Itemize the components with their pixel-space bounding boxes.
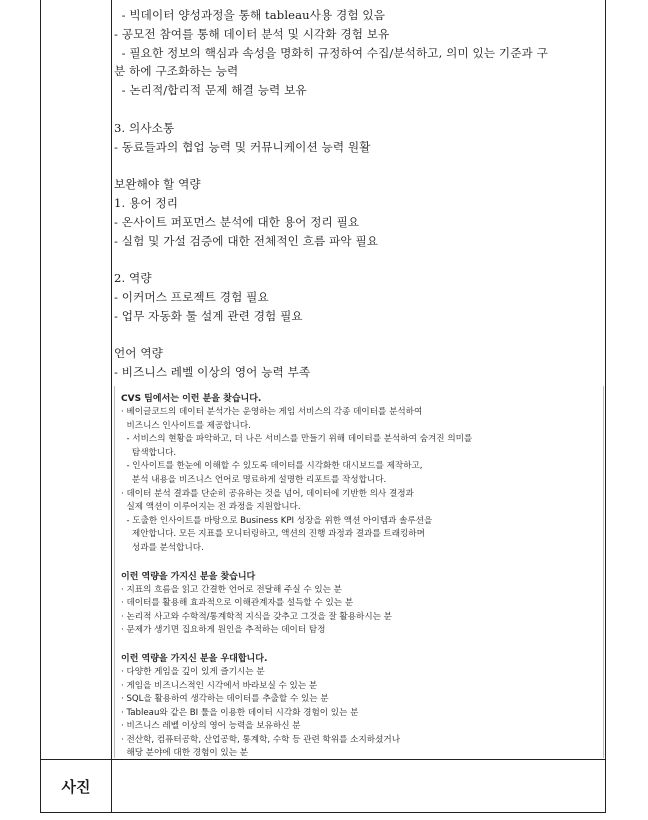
blank-line <box>114 100 602 119</box>
job-posting-image <box>114 386 604 758</box>
job-posting-section-title: 이런 역량을 가지신 분을 찾습니다 <box>121 571 256 582</box>
section-heading: 1. 용어 정리 <box>114 195 179 210</box>
job-posting-line: · 다양한 게임을 깊이 있게 즐기시는 분 <box>121 666 265 677</box>
job-posting-line: - 도출한 인사이트를 바탕으로 Business KPI 성장을 위한 액션 아이템과 솔루션을 <box>121 515 433 526</box>
text-line: - 필요한 정보의 핵심과 속성을 명화히 규정하여 수집/분석하고, 의미 있는 기준과 구 <box>114 45 548 60</box>
text-line: 분 하에 구조화하는 능력 <box>114 64 239 79</box>
table-border-bottom <box>40 812 606 813</box>
section-heading: 3. 의사소통 <box>114 120 175 135</box>
job-posting-line: - 인사이트를 한눈에 이해할 수 있도록 데이터를 시각화한 대시보드를 제작하고, <box>121 461 423 472</box>
job-posting-line: 실제 액션이 이루어지는 전 과정을 지원합니다. <box>121 502 301 513</box>
section-heading: 언어 역량 <box>114 346 163 361</box>
text-line: - 온사이트 퍼포먼스 분석에 대한 용어 정리 필요 <box>114 214 360 229</box>
text-line: - 동료들과의 협업 능력 및 커뮤니케이션 능력 원활 <box>114 139 371 154</box>
text-line: - 업무 자동화 툴 설계 관련 경험 필요 <box>114 308 303 323</box>
job-posting-line: · 전산학, 컴퓨터공학, 산업공학, 통계학, 수학 등 관련 학위를 소지하셨거나 <box>121 734 400 745</box>
resume-text-cell <box>114 6 602 382</box>
blank-line <box>114 326 602 345</box>
job-posting-line: · 게임을 비즈니스적인 시각에서 바라보실 수 있는 분 <box>121 680 318 691</box>
job-posting-line: 비즈니스 인사이트를 제공합니다. <box>121 420 251 431</box>
section-heading: 보완해야 할 역량 <box>114 177 201 192</box>
job-posting-section-title: CVS 팀에서는 이런 분을 찾습니다. <box>121 394 262 404</box>
text-line: - 비즈니스 레벨 이상의 영어 능력 부족 <box>114 365 311 380</box>
job-posting-line: · 베이글코드의 데이터 분석가는 운영하는 게임 서비스의 각종 데이터를 분석하여 <box>121 407 423 417</box>
job-posting-line: 성과를 분석합니다. <box>121 542 204 553</box>
job-posting-line: · SQL을 활용하여 생각하는 데이터를 추출할 수 있는 분 <box>121 694 329 705</box>
job-posting-line: · 비즈니스 레벨 이상의 영어 능력을 보유하신 분 <box>121 721 301 732</box>
blank-line <box>114 250 602 269</box>
blank-line <box>114 156 602 175</box>
job-posting-line: · 문제가 생기면 집요하게 원인을 추적하는 데이터 탐정 <box>121 625 326 636</box>
text-line: - 논리적/합리적 문제 해결 능력 보유 <box>114 83 307 98</box>
text-line: - 이커머스 프로젝트 경험 필요 <box>114 289 269 304</box>
text-line: - 공모전 참여를 통해 데이터 분석 및 시각화 경험 보유 <box>114 26 390 41</box>
job-posting-line: · 지표의 흐름을 읽고 간결한 언어로 전달해 주실 수 있는 분 <box>121 584 342 595</box>
job-posting-line: · 데이터를 활용해 효과적으로 이해관계자를 설득할 수 있는 분 <box>121 598 354 609</box>
job-posting-line: 해당 분야에 대한 경험이 있는 분 <box>121 748 249 759</box>
section-heading: 2. 역량 <box>114 271 152 286</box>
table-border-right <box>605 0 606 813</box>
table-border-middle <box>111 0 112 813</box>
job-posting-line: 제안합니다. 모든 지표를 모니터링하고, 액션의 진행 과정과 결과를 트래킹하며 <box>121 529 425 540</box>
text-line: - 실험 및 가설 검증에 대한 전체적인 흐름 파악 필요 <box>114 233 379 248</box>
photo-row-label: 사진 <box>61 778 91 796</box>
job-posting-line: 탐색합니다. <box>121 447 177 458</box>
job-posting-section-title: 이런 역량을 가지신 분을 우대합니다. <box>121 653 268 664</box>
job-posting-line: · 데이터 분석 결과를 단순히 공유하는 것을 넘어, 데이터에 기반한 의사 결정과 <box>121 488 414 499</box>
job-posting-line: 분석 내용을 비즈니스 언어로 명료하게 설명한 리포트를 작성합니다. <box>121 474 387 485</box>
text-line: - 빅데이터 양성과정을 통해 tableau사용 경험 있음 <box>114 8 386 22</box>
job-posting-line: · 논리적 사고와 수학적/통계학적 지식을 갖추고 그것을 잘 활용하시는 분 <box>121 611 392 622</box>
table-border-left <box>40 0 41 813</box>
job-posting-line: · Tableau와 같은 BI 툴을 이용한 데이터 시각화 경험이 있는 분 <box>121 707 359 718</box>
job-posting-line: - 서비스의 현황을 파악하고, 더 나은 서비스를 만들기 위해 데이터를 분석하여 숨겨진 의미를 <box>121 434 473 445</box>
